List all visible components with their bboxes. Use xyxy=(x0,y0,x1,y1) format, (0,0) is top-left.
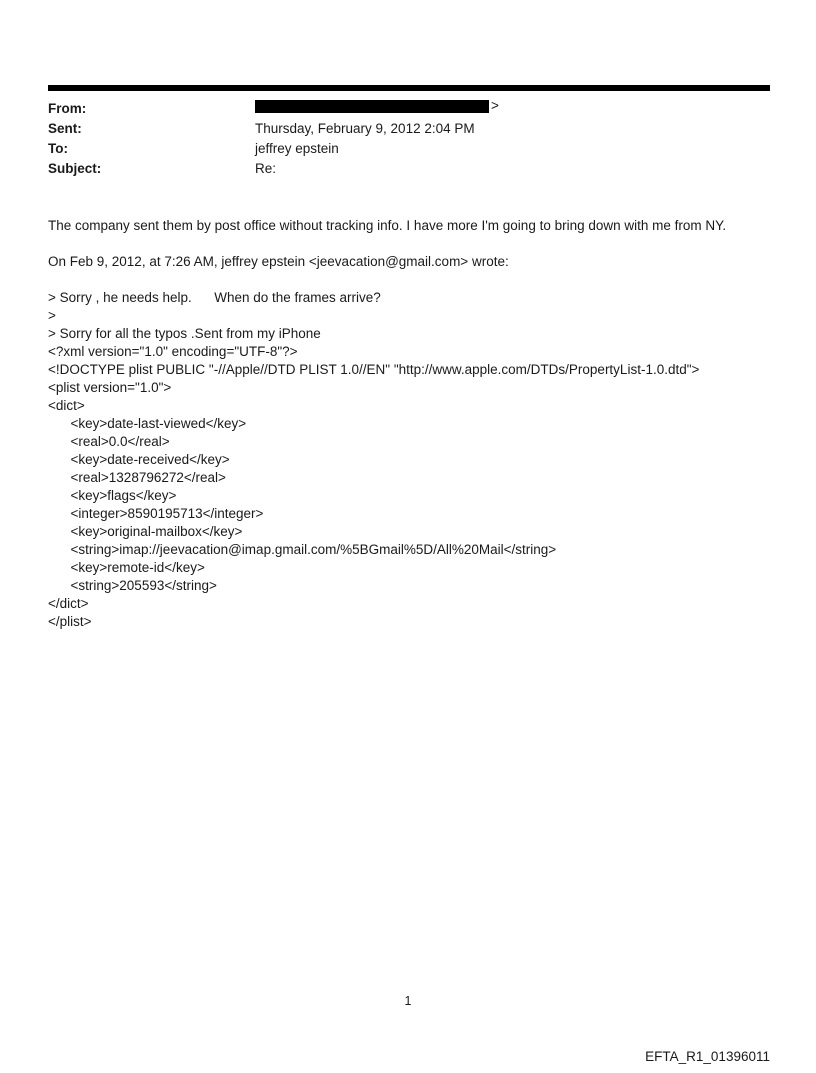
body-line: <string>205593</string> xyxy=(48,578,217,593)
body-line: <!DOCTYPE plist PUBLIC "-//Apple//DTD PLIST 1.0//EN" "http://www.apple.com/DTDs/PropertyList-1.0.dtd"> xyxy=(48,362,700,377)
body-line: <key>remote-id</key> xyxy=(48,560,205,575)
header-row-sent xyxy=(48,119,770,139)
to-value: jeffrey epstein xyxy=(255,140,339,156)
page-number: 1 xyxy=(404,994,412,1008)
header-row-subject xyxy=(48,159,770,179)
body-line: <real>1328796272</real> xyxy=(48,470,226,485)
body-line xyxy=(48,235,770,253)
body-line: <key>date-last-viewed</key> xyxy=(48,416,247,431)
to-label: To: xyxy=(48,140,68,156)
body-line: </dict> xyxy=(48,596,89,611)
body-line: The company sent them by post office without tracking info. I have more I'm going to bring down with me from NY. xyxy=(48,218,727,233)
body-line: <integer>8590195713</integer> xyxy=(48,506,264,521)
body-line: <key>flags</key> xyxy=(48,488,177,503)
subject-value: Re: xyxy=(255,160,277,176)
email-body xyxy=(48,217,770,631)
subject-label: Subject: xyxy=(48,160,102,176)
body-line: <?xml version="1.0" encoding="UTF-8"?> xyxy=(48,344,298,359)
sent-label: Sent: xyxy=(48,120,82,136)
body-line: <plist version="1.0"> xyxy=(48,380,172,395)
body-line: </plist> xyxy=(48,614,92,629)
body-line: <string>imap://jeevacation@imap.gmail.com/%5BGmail%5D/All%20Mail</string> xyxy=(48,542,557,557)
header-divider-rule xyxy=(48,85,770,91)
from-label: From: xyxy=(48,100,87,116)
body-line: <key>date-received</key> xyxy=(48,452,230,467)
redaction-bar xyxy=(255,100,489,113)
email-header xyxy=(48,96,770,179)
body-line: > Sorry for all the typos .Sent from my iPhone xyxy=(48,326,321,341)
body-line: > xyxy=(48,308,56,323)
header-row-from xyxy=(48,96,770,119)
body-line: > Sorry , he needs help. When do the frames arrive? xyxy=(48,290,381,305)
body-line: <dict> xyxy=(48,398,85,413)
bates-number: EFTA_R1_01396011 xyxy=(645,1049,770,1064)
from-suffix: > xyxy=(491,98,499,113)
body-line: <real>0.0</real> xyxy=(48,434,170,449)
body-line: On Feb 9, 2012, at 7:26 AM, jeffrey epstein <jeevacation@gmail.com> wrote: xyxy=(48,254,509,269)
sent-value: Thursday, February 9, 2012 2:04 PM xyxy=(255,120,475,136)
header-row-to xyxy=(48,139,770,159)
body-line xyxy=(48,271,770,289)
from-value xyxy=(255,96,770,116)
body-line: <key>original-mailbox</key> xyxy=(48,524,243,539)
